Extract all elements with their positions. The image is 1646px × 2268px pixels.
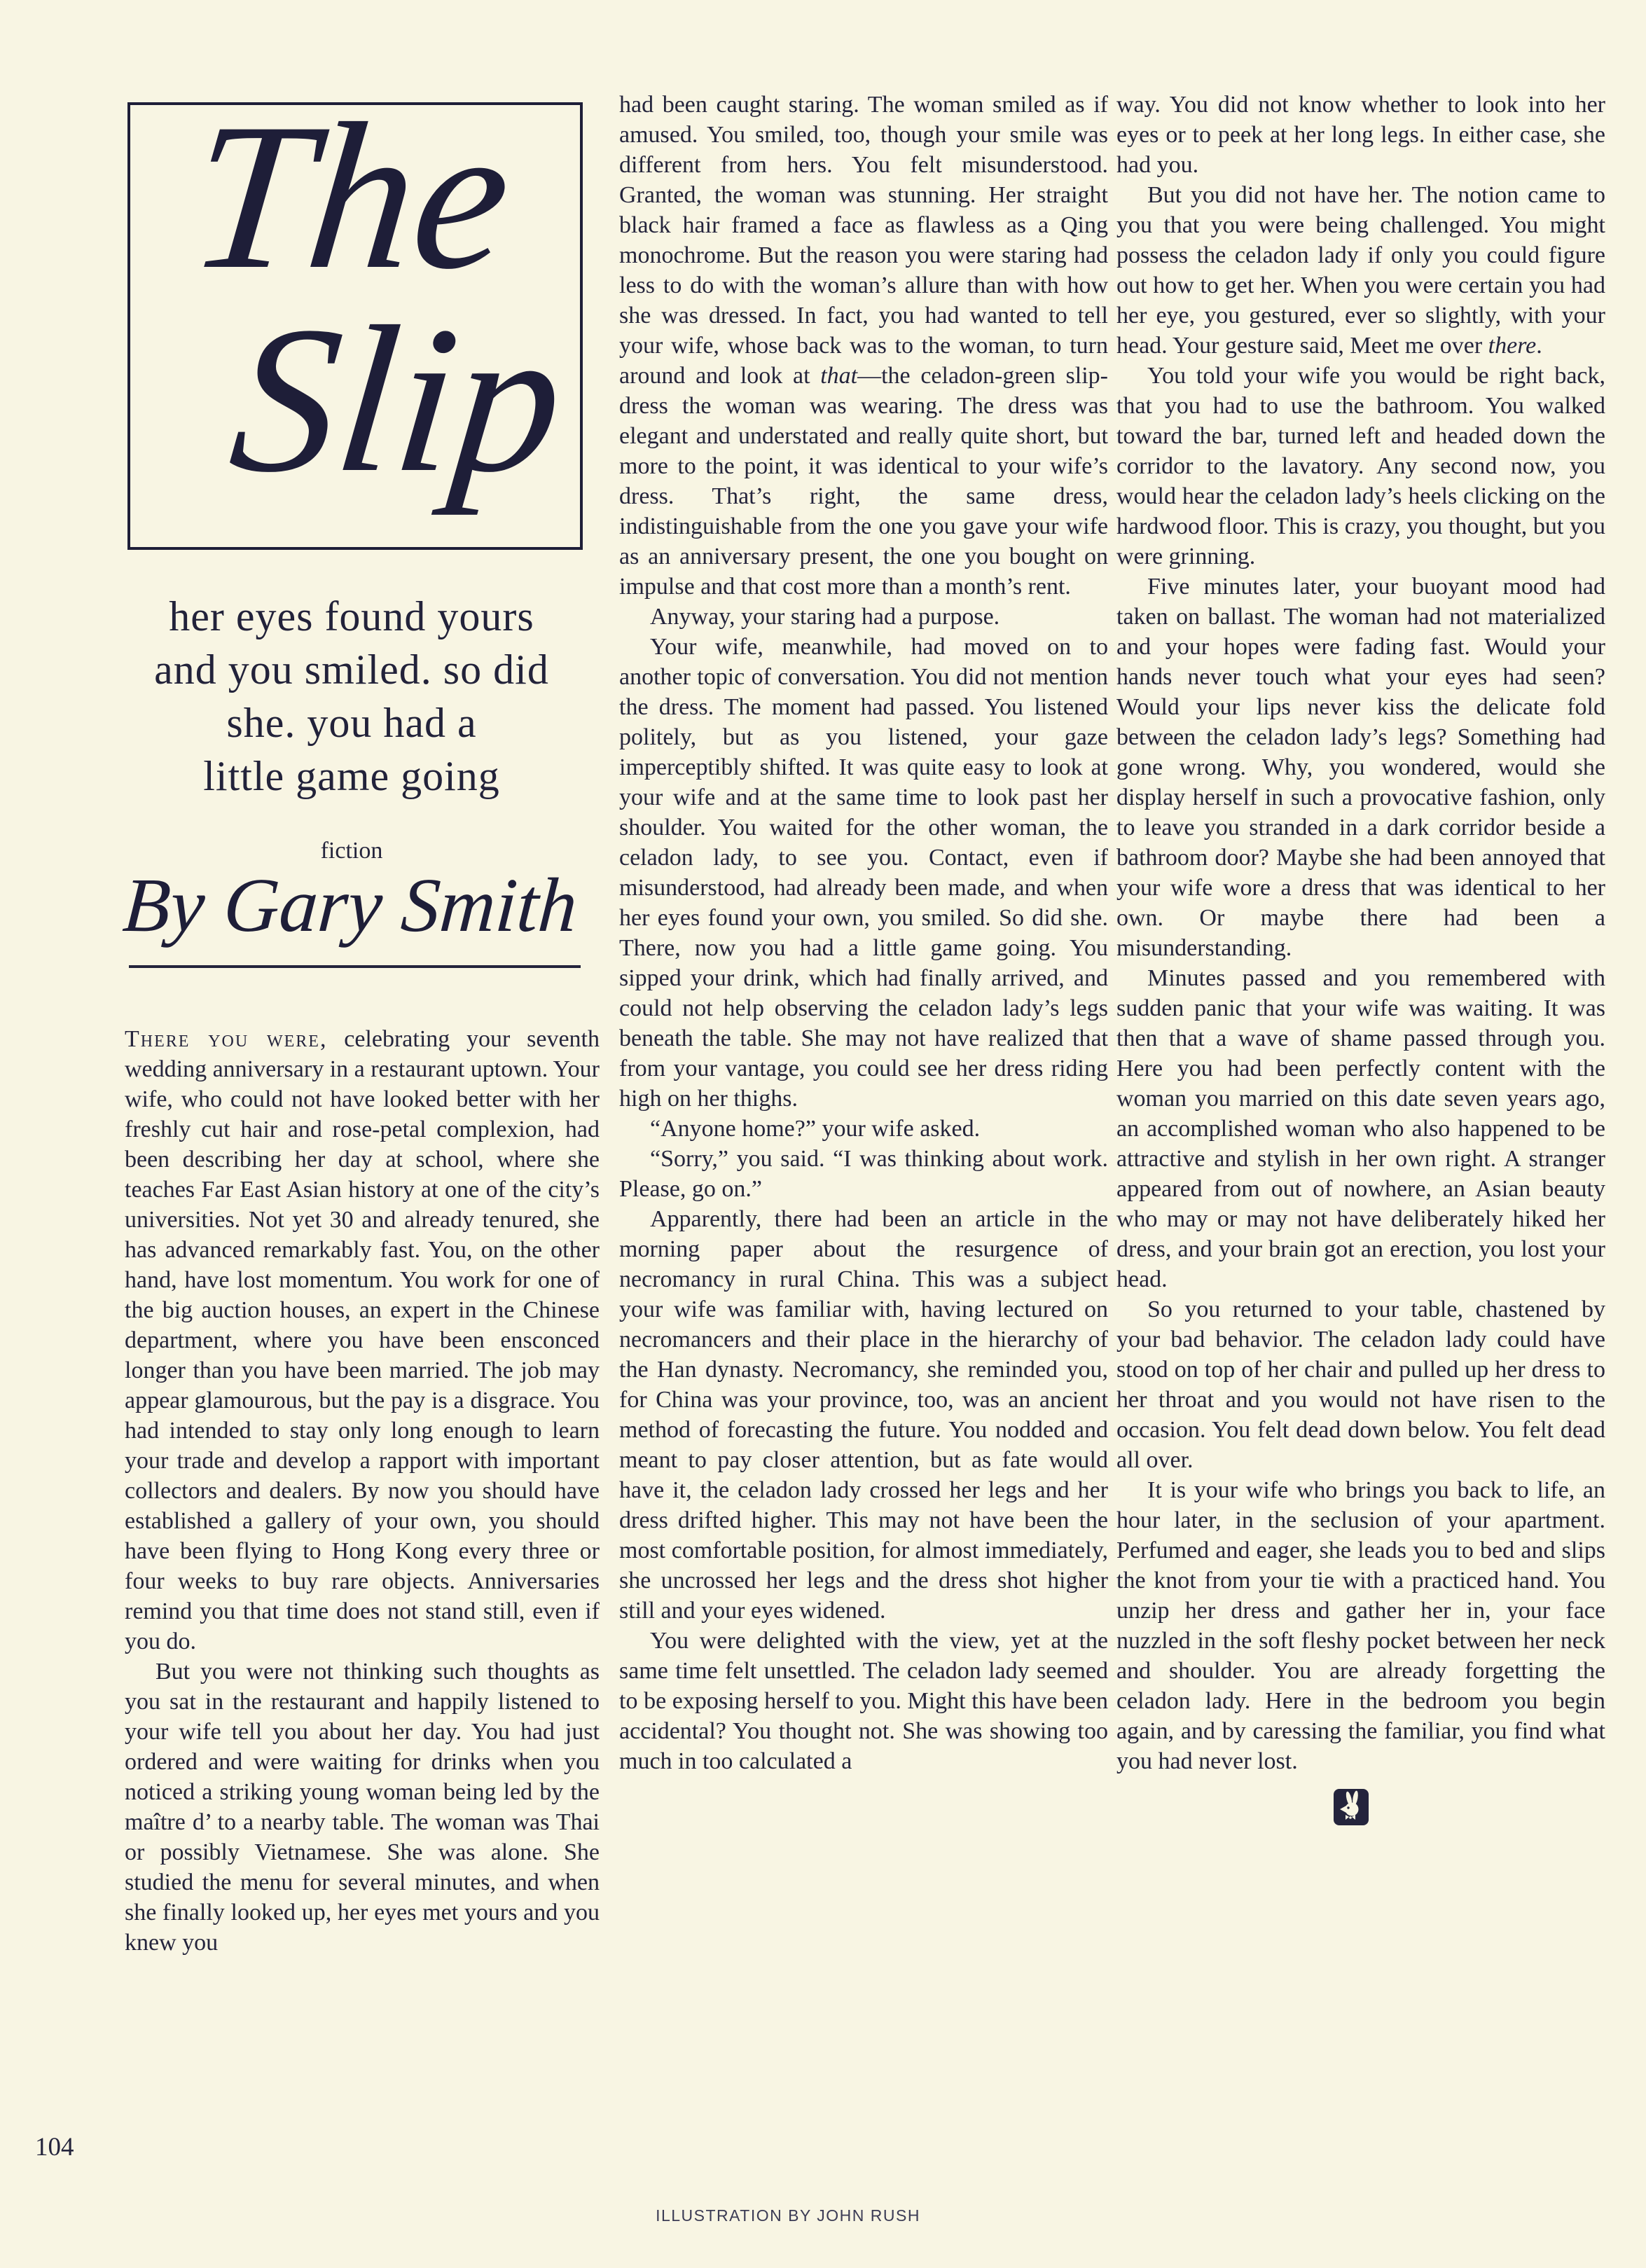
title-box — [127, 80, 583, 550]
column-paragraphs — [125, 1024, 600, 1958]
story-title-line1: The — [181, 80, 521, 312]
paragraph: But you did not have her. The notion came to you that you were being challenged. You might possess the celadon lady if only you could figure out how to get her. When you were certain you had her eye, you gestured, ever so slightly, with your head. Your gesture said, Meet me over there. — [1116, 182, 1605, 359]
column-paragraphs — [619, 90, 1108, 1776]
column-paragraphs — [1116, 90, 1605, 1776]
paragraph: Minutes passed and you remembered with sudden panic that your wife was waiting. It was then that a wave of shame passed through you. Here you had been perfectly content with the woman you married on this date seven years ago, an accomplished woman who also happened to be attractive and stylish in her own right. A stranger appeared from out of nowhere, an Asian beauty who may or may not have deliberately hiked her dress, and your brain got an erection, you lost your head. — [1116, 965, 1605, 1292]
paragraph: Five minutes later, your buoyant mood had taken on ballast. The woman had not materialized and your hopes were fading fast. Would your hands never touch what your eyes had seen? Would your lips never kiss the delicate fold between the celadon lady’s legs? Something had gone wrong. Why, you wondered, would she display herself in such a provocative fashion, only to leave you stranded in a dark corridor beside a bathroom door? Maybe she had been annoyed that your wife wore a dress that was identical to her own. Or maybe there had been a misunderstanding. — [1116, 574, 1605, 961]
paragraph: You were delighted with the view, yet at the same time felt unsettled. The celadon lady seemed to be exposing herself to you. Might this have been accidental? You thought not. She was showing too much in too calculated a — [619, 1628, 1108, 1774]
page-number: 104 — [35, 2133, 74, 2162]
section-label: fiction — [320, 838, 383, 864]
paragraph: Apparently, there had been an article in the morning paper about the resurgence of necromancy in rural China. This was a subject your wife was familiar with, having lectured on necromancers and their place in the hierarchy of the Han dynasty. Necromancy, she reminded you, for China was your province, too, was an ancient method of forecasting the future. You nodded and meant to pay closer attention, but as fate would have it, the celadon lady crossed her legs and her dress drifted higher. This may not have been the most comfortable position, for almost immediately, she uncrossed her legs and the dress shot higher still and your eyes widened. — [619, 1206, 1108, 1624]
small-caps-lead: There you were, — [125, 1026, 328, 1052]
paragraph: There you were, celebrating your seventh wedding anniversary in a restaurant uptown. Your wife, who could not have looked better with her freshly cut hair and rose-petal complexion, had been describing her day at school, where she teaches Far East Asian history at one of the city’s universities. Not yet 30 and already tenured, she has advanced remarkably fast. You, on the other hand, have lost momentum. You work for one of the big auction houses, an expert in the Chinese department, where you have been ensconced longer than you have been married. The job may appear glamourous, but the pay is a disgrace. You had intended to stay only long enough to learn your trade and develop a rapport with important collectors and dealers. By now you should have established a gallery of your own, you should have been flying to Hong Kong every three or four weeks to buy rare objects. Anniversaries remind you that time does not stand still, even if you do. — [125, 1026, 600, 1654]
paragraph: So you returned to your table, chastened by your bad behavior. The celadon lady could have stood on top of her chair and pulled up her dress to her throat and you would not have risen to the occasion. You felt dead down below. You felt dead all over. — [1116, 1297, 1605, 1473]
illustration-credit: ILLUSTRATION BY JOHN RUSH — [656, 2206, 920, 2225]
paragraph: You told your wife you would be right back, that you had to use the bathroom. You walked toward the bar, turned left and headed down the corridor to the lavatory. Any second now, you would hear the celadon lady’s heels clicking on the hardwood floor. This is crazy, you thought, but you were grinning. — [1116, 363, 1605, 569]
deck — [98, 590, 605, 803]
byline-rule — [129, 965, 581, 968]
paragraph: “Anyone home?” your wife asked. — [650, 1116, 981, 1142]
paragraph: Anyway, your staring had a purpose. — [650, 604, 1000, 630]
playboy-bunny-icon — [1334, 1789, 1369, 1825]
deck-line: she. you had a — [226, 700, 477, 746]
story-title-line2: Slip — [221, 283, 574, 516]
text-column-3 — [1116, 90, 1605, 1825]
paragraph: Your wife, meanwhile, had moved on to another topic of conversation. You did not mention the dress. The moment had passed. You listened politely, but as you listened, your gaze imperceptibly shifted. It was quite easy to look at your wife and at the same time to look past her shoulder. You waited for the other woman, the celadon lady, to see you. Contact, even if misunderstood, had already been made, and when her eyes found your own, you smiled. So did she. There, now you had a little game going. You sipped your drink, which had finally arrived, and could not help observing the celadon lady’s legs beneath the table. She may not have realized that from your vantage, you could see her dress riding high on her thighs. — [619, 634, 1108, 1112]
paragraph: had been caught staring. The woman smiled as if amused. You smiled, too, though your smile was different from hers. You felt misunderstood. Granted, the woman was stunning. Her straight black hair framed a face as flawless as a Qing monochrome. But the reason you were staring had less to do with the woman’s allure than with how she was dressed. In fact, you had wanted to tell your wife, whose back was to the woman, to turn around and look at that—the celadon-green slip-dress the woman was wearing. The dress was elegant and understated and really quite short, but more to the point, it was identical to your wife’s dress. That’s right, the same dress, indistinguishable from the one you gave your wife as an anniversary present, the one you bought on impulse and that cost more than a month’s rent. — [619, 92, 1108, 600]
paragraph: way. You did not know whether to look into her eyes or to peek at her long legs. In either case, she had you. — [1116, 92, 1605, 178]
byline: By Gary Smith — [120, 862, 581, 948]
paragraph: It is your wife who brings you back to life, an hour later, in the seclusion of your apartment. Perfumed and eager, she leads you to bed and slips the knot from your tie with a practiced hand. You unzip her dress and gather her in, your face nuzzled in the soft fleshy pocket between her neck and shoulder. You are already forgetting the celadon lady. Here in the bedroom you begin again, and by caressing the familiar, you find what you had never lost. — [1116, 1477, 1605, 1774]
deck-line: her eyes found yours — [169, 593, 534, 639]
deck-line: little game going — [203, 753, 500, 799]
paragraph: “Sorry,” you said. “I was thinking about work. Please, go on.” — [619, 1146, 1108, 1202]
text-column-1 — [125, 1024, 600, 1958]
deck-line: and you smiled. so did — [154, 646, 549, 693]
text-column-2 — [619, 90, 1108, 1776]
paragraph: But you were not thinking such thoughts as you sat in the restaurant and happily listened to your wife tell you about her day. You had just ordered and were waiting for drinks when you noticed a striking young woman being led by the maître d’ to a nearby table. The woman was Thai or possibly Vietnamese. She was alone. She studied the menu for several minutes, and when she finally looked up, her eyes met yours and you knew you — [125, 1659, 600, 1956]
